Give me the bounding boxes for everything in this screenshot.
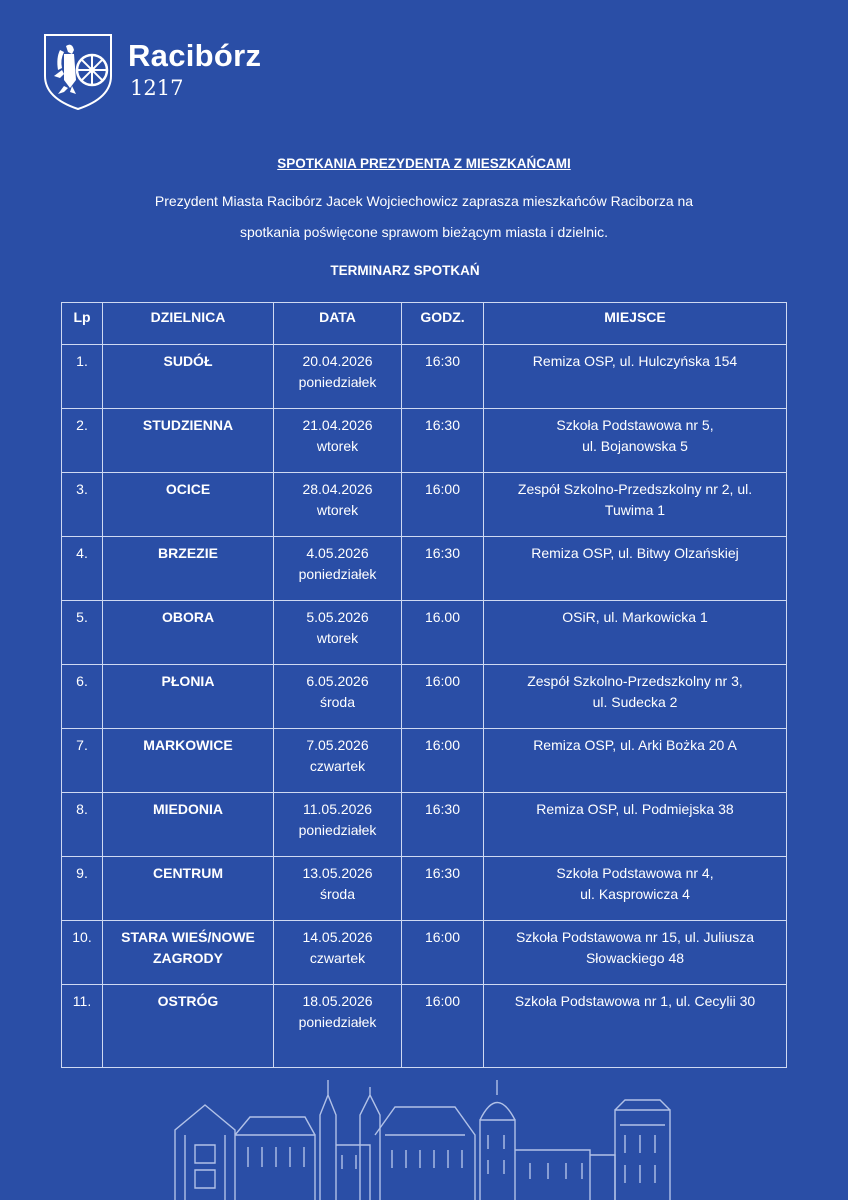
row-place: OSiR, ul. Markowicka 1: [484, 601, 787, 665]
row-place: Zespół Szkolno-Przedszkolny nr 3, ul. Sudecka 2: [484, 665, 787, 729]
row-date-value: 6.05.2026: [306, 673, 369, 689]
row-district: BRZEZIE: [103, 537, 274, 601]
row-lp: 3.: [62, 473, 103, 537]
table-row: [62, 537, 787, 601]
schedule-subtitle: TERMINARZ SPOTKAŃ: [330, 263, 480, 278]
header-date: DATA: [274, 303, 402, 345]
row-date: [274, 729, 402, 793]
row-weekday: poniedziałek: [298, 373, 377, 390]
table-row: [62, 601, 787, 665]
row-time: 16:30: [402, 793, 484, 857]
row-district: STUDZIENNA: [103, 409, 274, 473]
row-district: MIEDONIA: [103, 793, 274, 857]
table-row: [62, 921, 787, 985]
row-time: 16:00: [402, 921, 484, 985]
row-place: Szkoła Podstawowa nr 5, ul. Bojanowska 5: [484, 409, 787, 473]
row-date: [274, 921, 402, 985]
row-date: [274, 985, 402, 1068]
header-lp: Lp: [62, 303, 103, 345]
row-date: [274, 345, 402, 409]
row-date: [274, 793, 402, 857]
row-weekday: poniedziałek: [298, 565, 377, 582]
table-row: [62, 857, 787, 921]
intro-line: Prezydent Miasta Racibórz Jacek Wojciechowicz zaprasza mieszkańców Raciborza na: [154, 193, 694, 209]
row-date-value: 14.05.2026: [302, 929, 373, 945]
table-row: [62, 345, 787, 409]
row-time: 16.00: [402, 601, 484, 665]
row-lp: 6.: [62, 665, 103, 729]
row-lp: 10.: [62, 921, 103, 985]
row-district: STARA WIEŚ/NOWE ZAGRODY: [103, 921, 274, 985]
row-lp: 9.: [62, 857, 103, 921]
row-date: [274, 665, 402, 729]
row-date-value: 7.05.2026: [306, 737, 369, 753]
row-date: [274, 537, 402, 601]
table-header-row: [62, 303, 787, 345]
row-district: OSTRÓG: [103, 985, 274, 1068]
intro-line: spotkania poświęcone sprawom bieżącym miasta i dzielnic.: [239, 224, 609, 240]
brand-year: 1217: [130, 76, 184, 100]
table-row: [62, 985, 787, 1068]
row-lp: 5.: [62, 601, 103, 665]
table-row: [62, 409, 787, 473]
header-time: GODZ.: [402, 303, 484, 345]
row-time: 16:30: [402, 409, 484, 473]
row-district: MARKOWICE: [103, 729, 274, 793]
row-time: 16:30: [402, 537, 484, 601]
row-date-value: 20.04.2026: [302, 353, 373, 369]
row-weekday: wtorek: [316, 629, 359, 646]
row-place: Szkoła Podstawowa nr 15, ul. Juliusza Słowackiego 48: [484, 921, 787, 985]
row-district: OBORA: [103, 601, 274, 665]
row-date: [274, 409, 402, 473]
row-lp: 7.: [62, 729, 103, 793]
row-weekday: czwartek: [309, 757, 366, 774]
row-date-value: 13.05.2026: [302, 865, 373, 881]
row-date-value: 11.05.2026: [302, 801, 373, 817]
table-row: [62, 665, 787, 729]
row-time: 16:00: [402, 665, 484, 729]
row-time: 16:00: [402, 729, 484, 793]
row-weekday: środa: [319, 693, 356, 710]
row-lp: 2.: [62, 409, 103, 473]
row-weekday: poniedziałek: [298, 1013, 377, 1030]
table-row: [62, 729, 787, 793]
brand-logo: [42, 32, 302, 112]
row-lp: 11.: [62, 985, 103, 1068]
row-lp: 8.: [62, 793, 103, 857]
row-weekday: wtorek: [316, 501, 359, 518]
row-time: 16:00: [402, 985, 484, 1068]
row-weekday: środa: [319, 885, 356, 902]
header-district: DZIELNICA: [103, 303, 274, 345]
row-weekday: wtorek: [316, 437, 359, 454]
header-place: MIEJSCE: [484, 303, 787, 345]
brand-name: Racibórz: [128, 38, 262, 73]
row-place: Szkoła Podstawowa nr 1, ul. Cecylii 30: [484, 985, 787, 1068]
row-date: [274, 601, 402, 665]
table-row: [62, 793, 787, 857]
row-lp: 1.: [62, 345, 103, 409]
intro-text: [60, 186, 788, 248]
page-title: SPOTKANIA PREZYDENTA Z MIESZKAŃCAMI: [277, 156, 571, 171]
table-row: [62, 473, 787, 537]
row-weekday: poniedziałek: [298, 821, 377, 838]
row-date: [274, 857, 402, 921]
row-time: 16:00: [402, 473, 484, 537]
row-place: Remiza OSP, ul. Hulczyńska 154: [484, 345, 787, 409]
row-date-value: 21.04.2026: [302, 417, 373, 433]
row-district: PŁONIA: [103, 665, 274, 729]
row-place: Szkoła Podstawowa nr 4, ul. Kasprowicza 4: [484, 857, 787, 921]
row-place: Remiza OSP, ul. Arki Bożka 20 A: [484, 729, 787, 793]
row-district: CENTRUM: [103, 857, 274, 921]
row-place: Remiza OSP, ul. Bitwy Olzańskiej: [484, 537, 787, 601]
row-district: OCICE: [103, 473, 274, 537]
row-date: [274, 473, 402, 537]
row-date-value: 28.04.2026: [302, 481, 373, 497]
row-weekday: czwartek: [309, 949, 366, 966]
schedule-table: [61, 302, 787, 1068]
row-time: 16:30: [402, 857, 484, 921]
row-time: 16:30: [402, 345, 484, 409]
row-place: Zespół Szkolno-Przedszkolny nr 2, ul. Tuwima 1: [484, 473, 787, 537]
row-date-value: 18.05.2026: [302, 993, 373, 1009]
row-date-value: 4.05.2026: [306, 545, 369, 561]
city-skyline-illustration: [170, 1075, 680, 1200]
row-district: SUDÓŁ: [103, 345, 274, 409]
row-place: Remiza OSP, ul. Podmiejska 38: [484, 793, 787, 857]
row-date-value: 5.05.2026: [306, 609, 369, 625]
row-lp: 4.: [62, 537, 103, 601]
city-crest-icon: [42, 32, 114, 112]
